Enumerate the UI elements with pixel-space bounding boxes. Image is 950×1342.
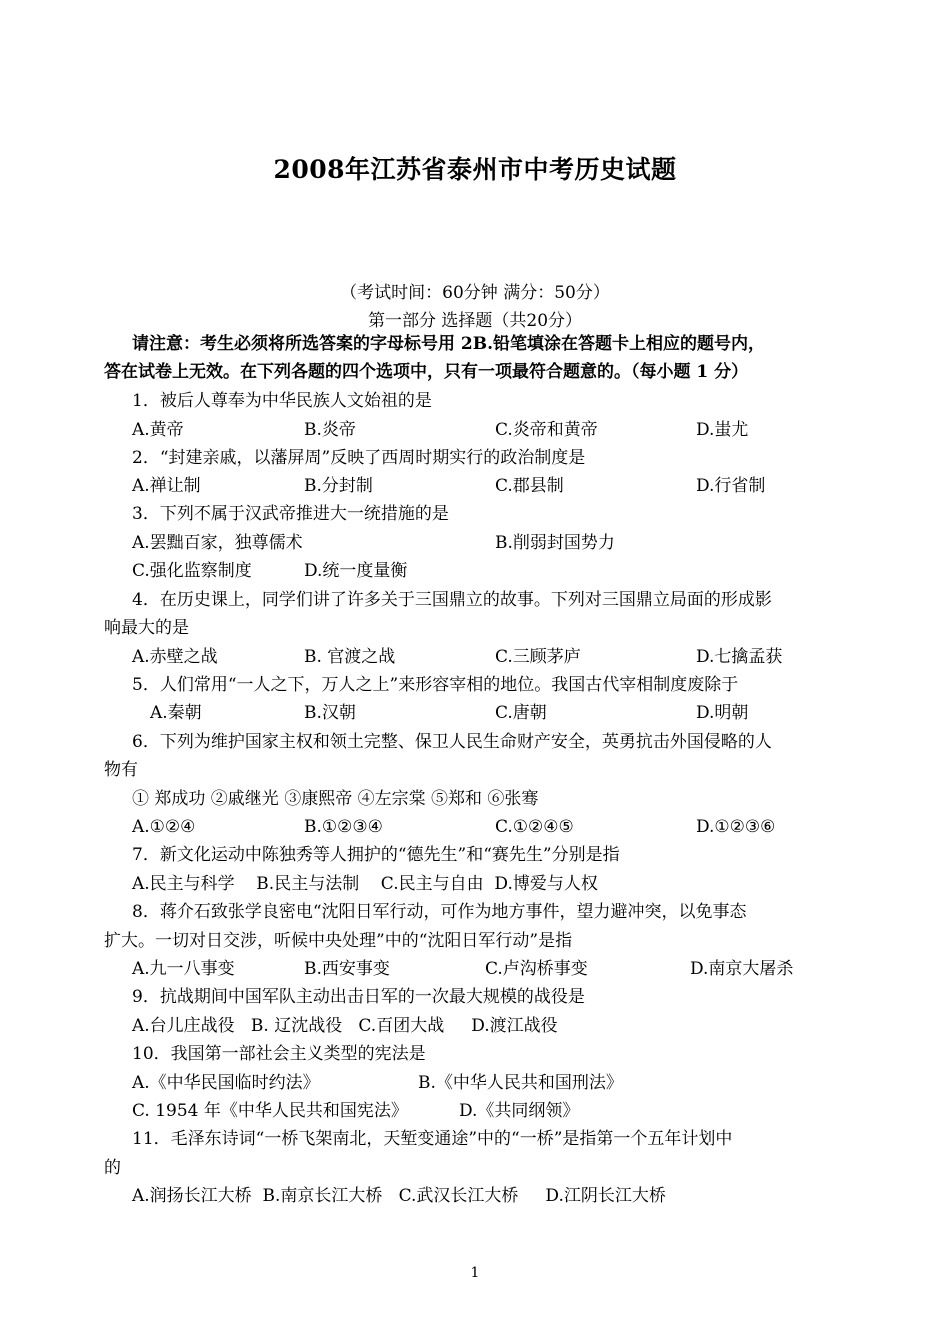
question-6-stem-line-2: 物有: [104, 760, 138, 780]
question-10-option-b: B.《中华人民共和国刑法》: [418, 1073, 623, 1093]
question-8-option-b: B.西安事变: [304, 959, 390, 979]
question-10-stem: 10．我国第一部社会主义类型的宪法是: [132, 1044, 426, 1064]
question-6-people-list: ① 郑成功 ②戚继光 ③康熙帝 ④左宗棠 ⑤郑和 ⑥张骞: [132, 789, 539, 809]
question-6-option-c: C.①②④⑤: [495, 817, 574, 837]
exam-info: （考试时间：60分钟 满分：50分）: [340, 283, 610, 303]
question-10-option-c: C. 1954 年《中华人民共和国宪法》: [132, 1101, 408, 1121]
question-3-option-c: C.强化监察制度: [132, 561, 252, 581]
question-3-stem: 3．下列不属于汉武帝推进大一统措施的是: [132, 504, 449, 524]
question-9-stem: 9．抗战期间中国军队主动出击日军的一次最大规模的战役是: [132, 987, 585, 1007]
question-5-option-c: C.唐朝: [495, 703, 547, 723]
question-7-options: A.民主与科学 B.民主与法制 C.民主与自由 D.博爱与人权: [132, 874, 598, 894]
question-7-stem: 7．新文化运动中陈独秀等人拥护的“德先生”和“赛先生”分别是指: [132, 845, 620, 865]
question-4-option-c: C.三顾茅庐: [495, 647, 581, 667]
question-5-option-b: B.汉朝: [304, 703, 356, 723]
question-2-option-c: C.郡县制: [495, 476, 564, 496]
question-3-option-d: D.统一度量衡: [304, 561, 408, 581]
page-number: 1: [470, 1265, 480, 1281]
question-10-option-d: D.《共同纲领》: [459, 1101, 580, 1121]
question-11-stem-line-1: 11．毛泽东诗词“一桥飞架南北，天堑变通途”中的“一桥”是指第一个五年计划中: [132, 1129, 733, 1149]
notice-line-2: 答在试卷上无效。在下列各题的四个选项中，只有一项最符合题意的。（每小题 1 分）: [104, 362, 749, 382]
question-11-options: A.润扬长江大桥 B.南京长江大桥 C.武汉长江大桥 D.江阴长江大桥: [132, 1186, 666, 1206]
question-4-stem-line-1: 4．在历史课上，同学们讲了许多关于三国鼎立的故事。下列对三国鼎立局面的形成影: [132, 590, 772, 610]
question-1-option-b: B.炎帝: [304, 420, 356, 440]
question-4-stem-line-2: 响最大的是: [104, 618, 189, 638]
part-title: 第一部分 选择题（共20分）: [367, 311, 583, 331]
question-1-option-d: D.蚩尤: [696, 420, 749, 440]
question-4-option-a: A.赤壁之战: [132, 647, 218, 667]
question-3-option-b: B.削弱封国势力: [495, 533, 615, 553]
question-6-stem-line-1: 6．下列为维护国家主权和领土完整、保卫人民生命财产安全，英勇抗击外国侵略的人: [132, 732, 772, 752]
question-6-option-a: A.①②④: [132, 817, 196, 837]
question-10-option-a: A.《中华民国临时约法》: [132, 1073, 320, 1093]
question-8-option-d: D.南京大屠杀: [690, 959, 794, 979]
question-2-option-d: D.行省制: [696, 476, 766, 496]
question-1-stem: 1．被后人尊奉为中华民族人文始祖的是: [132, 391, 432, 411]
question-2-option-b: B.分封制: [304, 476, 373, 496]
question-6-option-d: D.①②③⑥: [696, 817, 776, 837]
notice-line-1: 请注意：考生必须将所选答案的字母标号用 2B.铅笔填涂在答题卡上相应的题号内，: [132, 334, 766, 354]
question-8-option-a: A.九一八事变: [132, 959, 235, 979]
question-6-option-b: B.①②③④: [304, 817, 383, 837]
question-8-stem-line-2: 扩大。一切对日交涉，听候中央处理”中的“沈阳日军行动”是指: [104, 931, 573, 951]
question-4-option-b: B. 官渡之战: [304, 647, 396, 667]
question-5-stem: 5．人们常用“一人之下，万人之上”来形容宰相的地位。我国古代宰相制度废除于: [132, 675, 739, 695]
question-2-stem: 2．“封建亲戚，以藩屏周”反映了西周时期实行的政治制度是: [132, 448, 586, 468]
question-8-option-c: C.卢沟桥事变: [485, 959, 588, 979]
document-title: 2008年江苏省泰州市中考历史试题: [273, 155, 677, 184]
question-4-option-d: D.七擒孟获: [696, 647, 783, 667]
question-9-options: A.台儿庄战役 B. 辽沈战役 C.百团大战 D.渡江战役: [132, 1016, 558, 1036]
question-1-option-c: C.炎帝和黄帝: [495, 420, 598, 440]
question-2-option-a: A.禅让制: [132, 476, 201, 496]
question-5-option-d: D.明朝: [696, 703, 749, 723]
question-8-stem-line-1: 8．蒋介石致张学良密电“沈阳日军行动，可作为地方事件，望力避冲突，以免事态: [132, 902, 747, 922]
question-1-option-a: A.黄帝: [132, 420, 184, 440]
question-3-option-a: A.罢黜百家，独尊儒术: [132, 533, 303, 553]
question-11-stem-line-2: 的: [104, 1158, 121, 1178]
question-5-option-a: A.秦朝: [150, 703, 202, 723]
